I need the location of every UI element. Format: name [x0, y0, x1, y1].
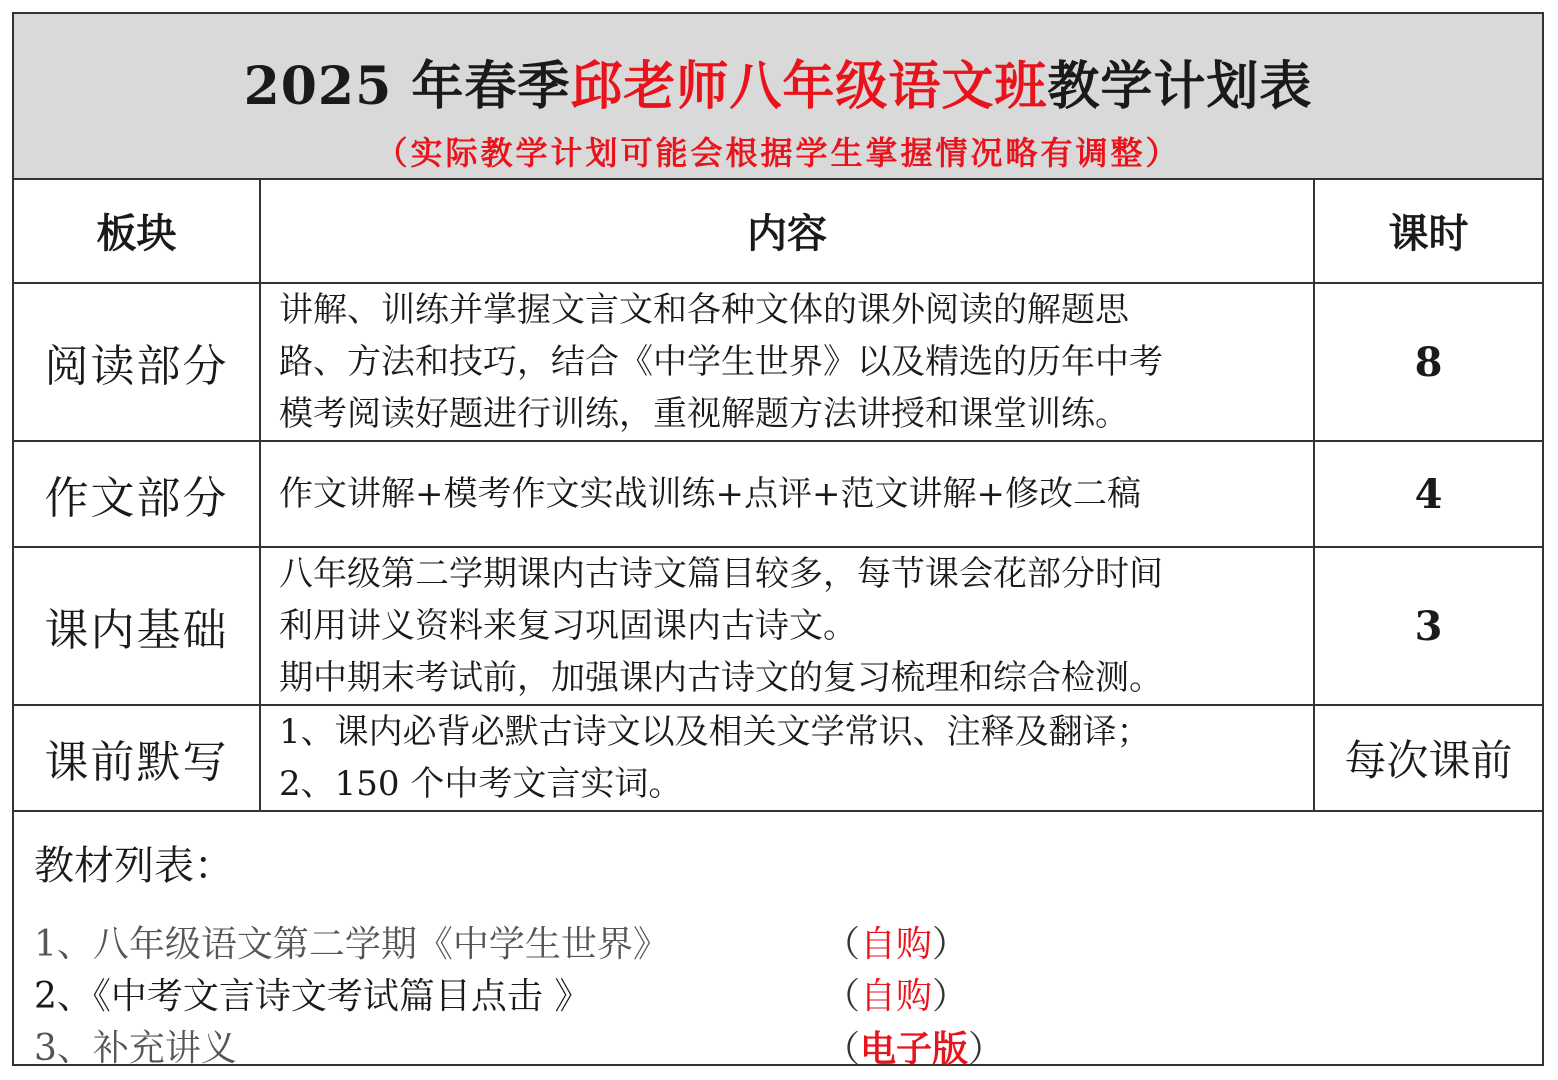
table-header-row [14, 178, 1542, 283]
tag-label: 自购 [860, 924, 933, 965]
content-line: 利用讲义资料来复习巩固课内古诗文。 [279, 606, 857, 646]
plan-table [14, 178, 1542, 812]
tag-label: 电子版 [860, 1028, 969, 1070]
title-prefix: 2025 年春季 [243, 56, 571, 117]
row-hours: 3 [1314, 547, 1542, 705]
row-section: 作文部分 [14, 441, 260, 547]
table-row [14, 547, 1542, 705]
header-hours: 课时 [1314, 178, 1542, 283]
materials-title: 教材列表： [34, 843, 234, 889]
tag-close: ） [932, 924, 969, 965]
material-tag [824, 919, 968, 971]
row-content [260, 705, 1314, 811]
tag-close: ） [968, 1029, 1005, 1070]
row-content [260, 283, 1314, 441]
row-section: 课前默写 [14, 705, 260, 811]
tag-close: ） [932, 976, 969, 1017]
material-name: 1、八年级语文第二学期《中学生世界》 [34, 924, 669, 965]
page-title [14, 44, 1542, 119]
header-section: 板块 [14, 178, 260, 283]
content-line: 2、150 个中考文言实词。 [279, 764, 683, 804]
material-tag [824, 1023, 1004, 1076]
tag-open: （ [824, 1029, 861, 1070]
row-hours: 每次课前 [1314, 705, 1542, 811]
header-banner [14, 14, 1542, 180]
table-row [14, 441, 1542, 547]
row-hours: 8 [1314, 283, 1542, 441]
tag-open: （ [824, 924, 861, 965]
table-row [14, 705, 1542, 811]
content-line: 期中期末考试前，加强课内古诗文的复习梳理和综合检测。 [279, 658, 1163, 698]
page-subtitle: （实际教学计划可能会根据学生掌握情况略有调整） [375, 134, 1181, 172]
teaching-plan-sheet [12, 12, 1544, 1070]
row-section: 课内基础 [14, 547, 260, 705]
row-content [260, 441, 1314, 547]
material-item [34, 971, 1514, 1023]
material-name: 2、《中考文言诗文考试篇目点击 》 [34, 976, 591, 1017]
header-content: 内容 [260, 178, 1314, 283]
table-row [14, 283, 1542, 441]
material-item [34, 1023, 1514, 1075]
row-section: 阅读部分 [14, 283, 260, 441]
materials-section [34, 834, 1514, 1075]
content-line: 八年级第二学期课内古诗文篇目较多，每节课会花部分时间 [279, 554, 1163, 594]
material-tag [824, 971, 968, 1023]
material-item [34, 919, 1514, 971]
tag-open: （ [824, 976, 861, 1017]
row-hours: 4 [1314, 441, 1542, 547]
title-highlight: 邱老师八年级语文班 [570, 56, 1048, 117]
content-line: 1、课内必背必默古诗文以及相关文学常识、注释及翻译； [279, 712, 1151, 752]
content-line: 作文讲解+模考作文实战训练+点评+范文讲解+修改二稿 [279, 474, 1141, 514]
content-line: 讲解、训练并掌握文言文和各种文体的课外阅读的解题思 [279, 290, 1129, 330]
content-line: 路、方法和技巧，结合《中学生世界》以及精选的历年中考 [279, 342, 1163, 382]
title-suffix: 教学计划表 [1047, 56, 1313, 117]
material-name: 3、补充讲义 [34, 1028, 237, 1069]
row-content [260, 547, 1314, 705]
content-line: 模考阅读好题进行训练，重视解题方法讲授和课堂训练。 [279, 394, 1129, 434]
tag-label: 自购 [860, 976, 933, 1017]
